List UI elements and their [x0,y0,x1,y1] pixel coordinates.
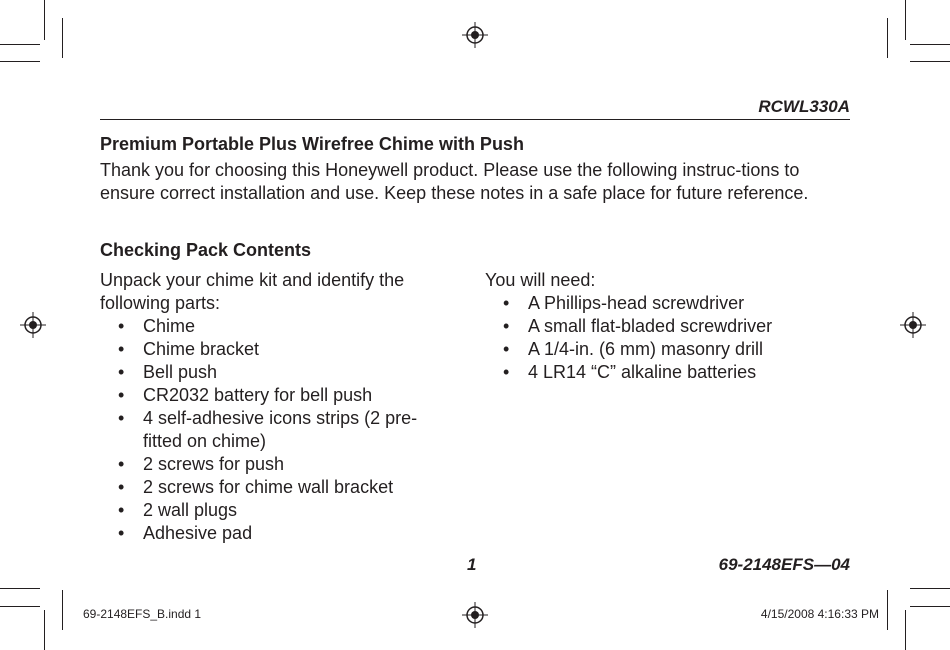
list-item: • 2 screws for push [100,453,450,476]
intro-paragraph: Thank you for choosing this Honeywell product. Please use the following instruc-tions to ensure correct installation and use. Keep these notes in a safe place for future reference. [100,160,809,203]
crop-mark-bottom-left-v [44,610,45,650]
slug-timestamp: 4/15/2008 4:16:33 PM [760,607,879,621]
page-title: Premium Portable Plus Wirefree Chime with Push [100,134,524,154]
list-item: • 2 screws for chime wall bracket [100,476,450,499]
bleed-mark-top-left [62,18,63,58]
section-heading: Checking Pack Contents [100,240,312,260]
page-number: 1 [467,555,477,574]
crop-mark-top-left-v [44,0,45,40]
header-rule [100,119,850,120]
slug-filename: 69-2148EFS_B.indd 1 [83,607,202,621]
model-number: RCWL330A [758,97,850,116]
crop-mark-top-right-h [910,44,950,45]
bleed-mark-bottom-left [62,590,63,630]
crop-mark-bottom-left-h [0,606,40,607]
tools-list [485,292,850,384]
parts-column [100,269,450,545]
list-item: • A small flat-bladed screwdriver [485,315,850,338]
list-item: • 2 wall plugs [100,499,450,522]
list-item: • Chime bracket [100,338,450,361]
bleed-mark-left-bottom [0,588,40,589]
bleed-mark-left-top [0,61,40,62]
bleed-mark-right-bottom [910,588,950,589]
list-item: • 4 self-adhesive icons strips (2 pre-fitted on chime) [100,407,450,453]
bleed-mark-right-top [910,61,950,62]
list-item: • 4 LR14 “C” alkaline batteries [485,361,850,384]
list-item: • Chime [100,315,450,338]
bleed-mark-top-right [887,18,888,58]
list-item: • Adhesive pad [100,522,450,545]
registration-mark-right-icon [900,312,926,338]
list-item: • A Phillips-head screwdriver [485,292,850,315]
parts-intro: Unpack your chime kit and identify the following parts: [100,270,405,313]
tools-intro: You will need: [485,270,596,290]
parts-list [100,315,450,545]
tools-column [485,269,850,384]
crop-mark-bottom-right-h [910,606,950,607]
crop-mark-top-left-h [0,44,40,45]
list-item: • Bell push [100,361,450,384]
crop-mark-top-right-v [905,0,906,40]
registration-mark-left-icon [20,312,46,338]
crop-mark-bottom-right-v [905,610,906,650]
bleed-mark-bottom-right [887,590,888,630]
registration-mark-top-icon [462,22,488,48]
registration-mark-bottom-icon [462,602,488,628]
document-number: 69-2148EFS—04 [718,555,850,574]
list-item: • A 1/4-in. (6 mm) masonry drill [485,338,850,361]
list-item: • CR2032 battery for bell push [100,384,450,407]
